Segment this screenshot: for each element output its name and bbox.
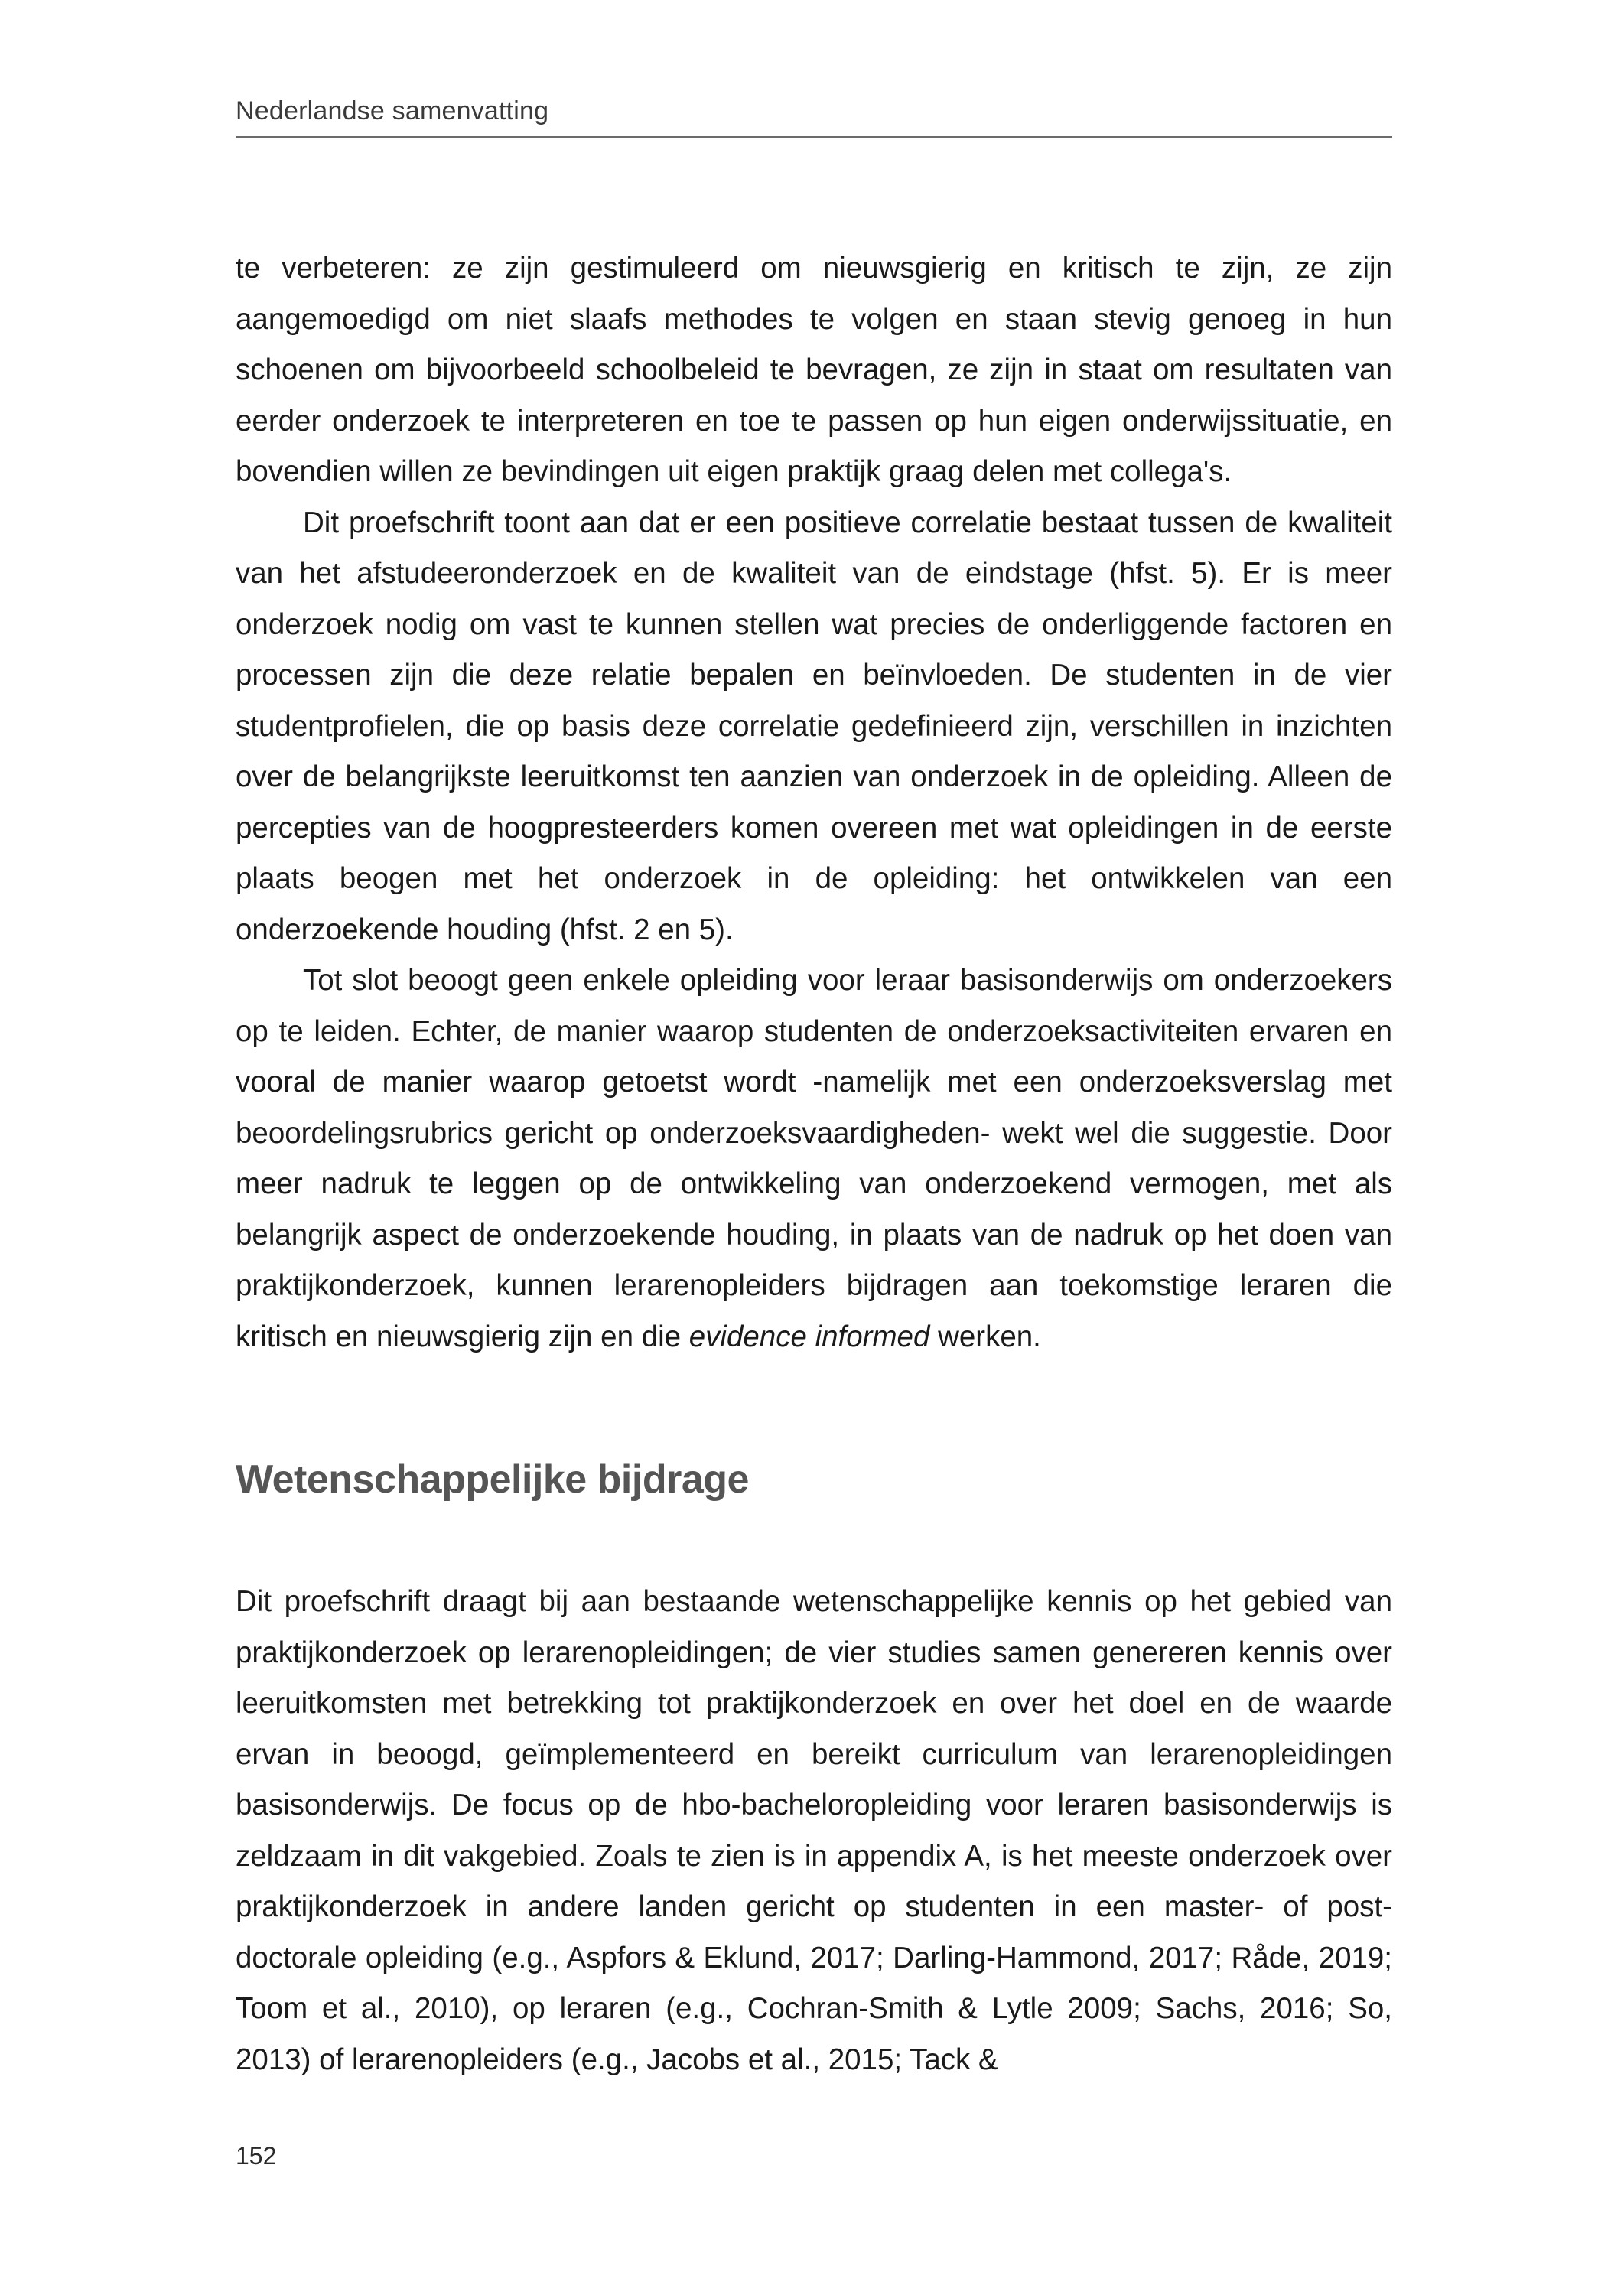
body-paragraph-3-text: Tot slot beoogt geen enkele opleiding voor leraar basisonderwijs om onderzoekers op te leiden. Echter, de manier waarop studenten de onderzoeksactiviteiten ervaren en vooral de manier waarop getoetst wordt -namelijk met een onderzoeksverslag met beoordelingsrubrics gericht op onderzoeksvaardigheden- wekt wel die suggestie. Door meer nadruk te leggen op de ontwikkeling van onderzoekend vermogen, met als belangrijk aspect de onderzoekende houding, in plaats van de nadruk op het doen van praktijkonderzoek, kunnen lerarenopleiders bijdragen aan toekomstige leraren die kritisch en nieuwsgierig zijn en die [236, 964, 1392, 1353]
running-title: Nederlandse samenvatting [236, 96, 549, 125]
section-paragraph-1: Dit proefschrift draagt bij aan bestaande wetenschappelijke kennis op het gebied van praktijkonderzoek op lerarenopleidingen; de vier studies samen genereren kennis over leeruitkomsten met betrekking tot praktijkonderzoek en over het doel en de waarde ervan in beoogd, geïmplementeerd en bereikt curriculum van lerarenopleidingen basisonderwijs. De focus op de hbo-bacheloropleiding voor leraren basisonderwijs is zeldzaam in dit vakgebied. Zoals te zien is in appendix A, is het meeste onderzoek over praktijkonderzoek in andere landen gericht op studenten in een master- of post-doctorale opleiding (e.g., Aspfors & Eklund, 2017; Darling-Hammond, 2017; Råde, 2019; Toom et al., 2010), op leraren (e.g., Cochran-Smith & Lytle 2009; Sachs, 2016; So, 2013) of lerarenopleiders (e.g., Jacobs et al., 2015; Tack & [236, 1585, 1392, 2076]
page-body [236, 243, 1392, 2085]
running-header [236, 90, 1392, 138]
body-paragraph-1: te verbeteren: ze zijn gestimuleerd om nieuwsgierig en kritisch te zijn, ze zijn aangemoedigd om niet slaafs methodes te volgen en staan stevig genoeg in hun schoenen om bijvoorbeeld schoolbeleid te bevragen, ze zijn in staat om resultaten van eerder onderzoek te interpreteren en toe te passen op hun eigen onderwijssituatie, en bovendien willen ze bevindingen uit eigen praktijk graag delen met collega's. [236, 252, 1392, 488]
italic-term: evidence informed [688, 1320, 930, 1353]
body-paragraph-2: Dit proefschrift toont aan dat er een positieve correlatie bestaat tussen de kwaliteit van het afstudeeronderzoek en de kwaliteit van de eindstage (hfst. 5). Er is meer onderzoek nodig om vast te kunnen stellen wat precies de onderliggende factoren en processen zijn die deze relatie bepalen en beïnvloeden. De studenten in de vier studentprofielen, die op basis deze correlatie gedefinieerd zijn, verschillen in inzichten over de belangrijkste leeruitkomst ten aanzien van onderzoek in de opleiding. Alleen de percepties van de hoogpresteerders komen overeen met wat opleidingen in de eerste plaats beogen met het onderzoek in de opleiding: het ontwikkelen van een onderzoekende houding (hfst. 2 en 5). [236, 506, 1392, 946]
page-number: 152 [236, 2142, 277, 2170]
body-paragraph-3-end: werken. [929, 1320, 1041, 1353]
body-paragraph-3 [236, 955, 1392, 1362]
section-heading: Wetenschappelijke bijdrage [236, 1457, 749, 1502]
